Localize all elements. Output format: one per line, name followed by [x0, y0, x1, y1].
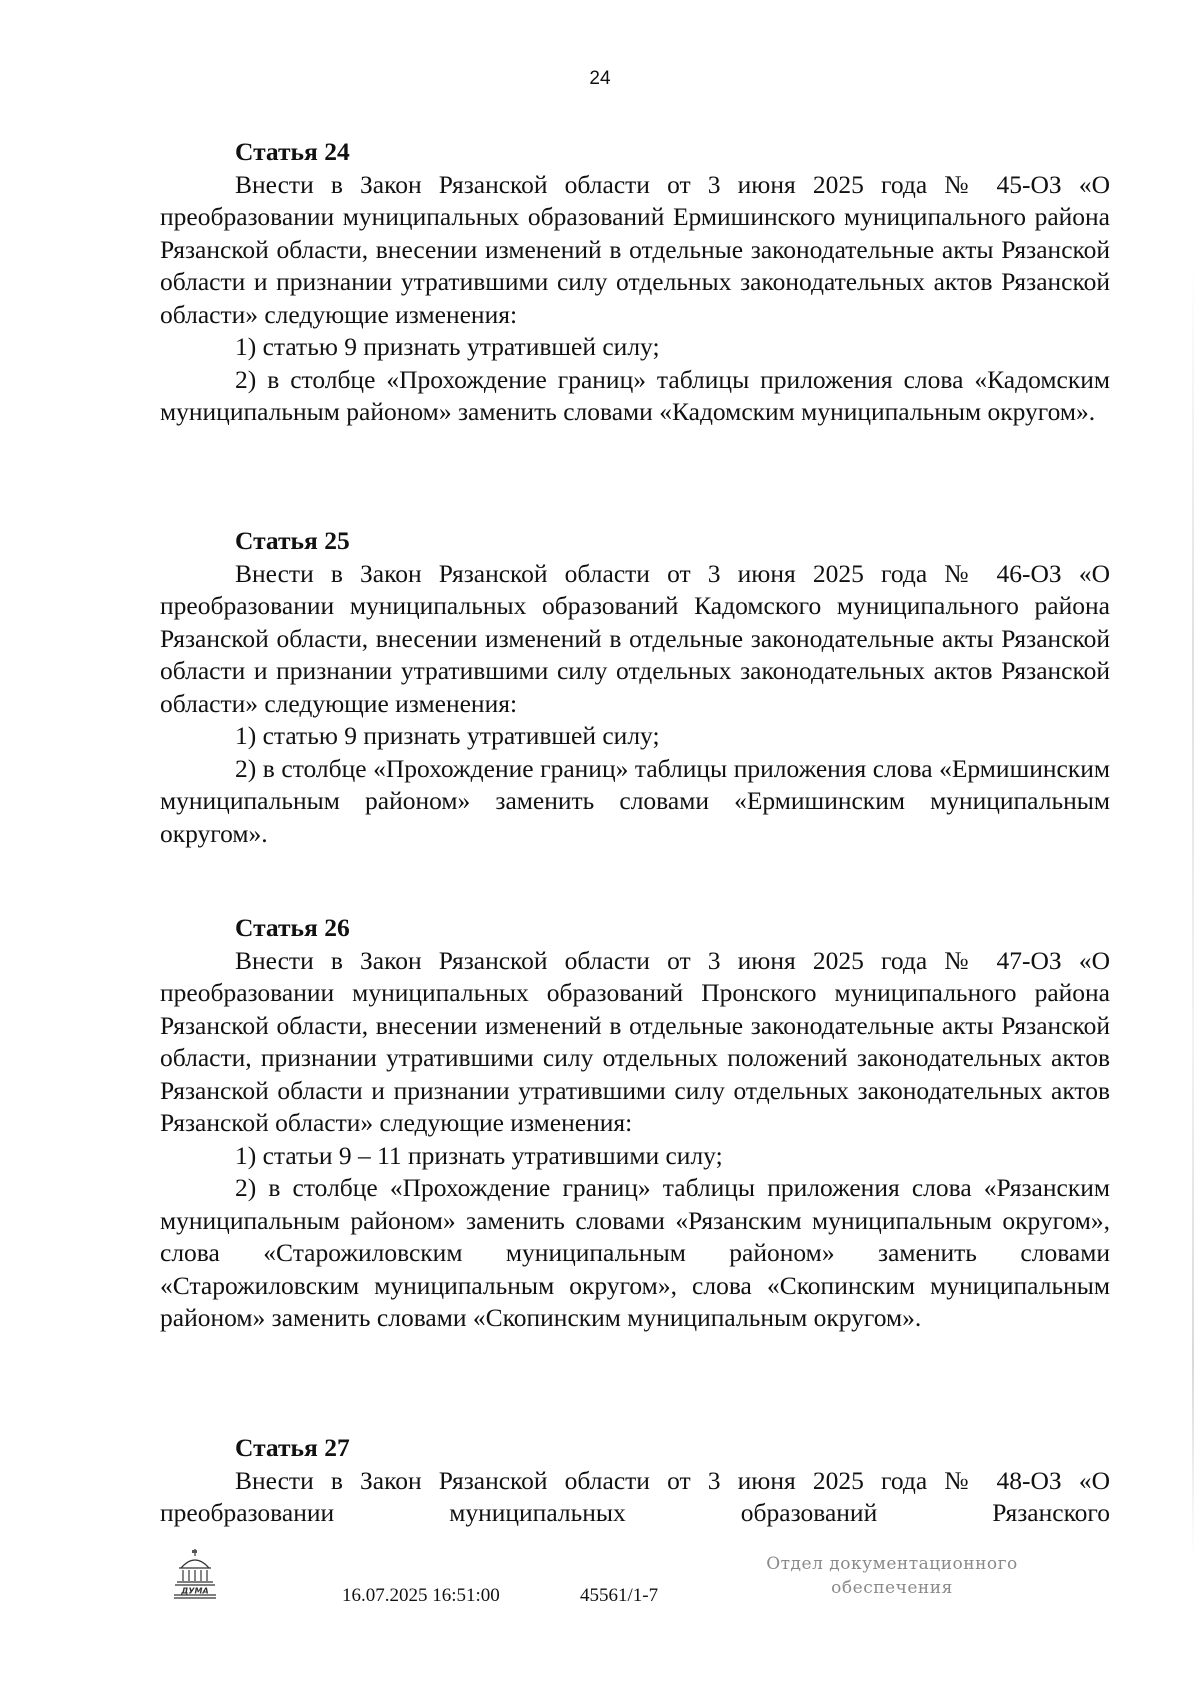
scan-edge-mark — [1192, 260, 1194, 1560]
article-paragraph: 2) в столбце «Прохождение границ» таблицы приложения слова «Кадомским муниципальным районом» заменить словами «Кадомским муниципальным округом». — [160, 364, 1110, 426]
article-26 — [160, 912, 1110, 1335]
stamp-line: Отдел документационного — [766, 1554, 1018, 1574]
article-27 — [160, 1432, 1110, 1530]
logo-text: ДУМА — [181, 1586, 209, 1596]
article-paragraph: Внести в Закон Рязанской области от 3 июня 2025 года № 47-ОЗ «О преобразовании муниципальных образований Пронского муниципального района Рязанской области, внесении изменений в отдельные законодательные акты Рязанской области, признании утратившими силу отдельных положений законодательных актов Рязанской области и признании утратившими силу отдельных законодательных актов Рязанской области» следующие изменения: — [160, 945, 1110, 1137]
article-paragraph: 1) статью 9 признать утратившей силу; — [235, 721, 660, 750]
article-paragraph: 2) в столбце «Прохождение границ» таблицы приложения слова «Рязанским муниципальным районом» заменить словами «Рязанским муниципальным округом», слова «Старожиловским муниципальным районом» заменить словами «Старожиловским муниципальным округом», слова «Скопинским муниципальным районом» заменить словами «Скопинским муниципальным округом». — [160, 1173, 1110, 1332]
article-paragraph: 1) статью 9 признать утратившей силу; — [235, 332, 660, 361]
article-paragraph: Внести в Закон Рязанской области от 3 июня 2025 года № 46-ОЗ «О преобразовании муниципальных образований Кадомского муниципального района Рязанской области, внесении изменений в отдельные законодательные акты Рязанской области и признании утратившими силу отдельных законодательных актов Рязанской области» следующие изменения: — [160, 558, 1110, 718]
article-24 — [160, 136, 1110, 429]
article-paragraph: 2) в столбце «Прохождение границ» таблицы приложения слова «Ермишинским муниципальным районом» заменить словами «Ермишинским муниципальным округом». — [160, 753, 1110, 848]
footer-document-number: 45561/1-7 — [580, 1585, 659, 1606]
article-heading: Статья 24 — [235, 137, 350, 166]
article-heading: Статья 25 — [235, 526, 350, 555]
article-paragraph: Внести в Закон Рязанской области от 3 июня 2025 года № 45-ОЗ «О преобразовании муниципальных образований Ермишинского муниципального района Рязанской области, внесении изменений в отдельные законодательные акты Рязанской области и признании утратившими силу отдельных законодательных актов Рязанской области» следующие изменения: — [160, 169, 1110, 329]
article-25 — [160, 525, 1110, 850]
department-stamp — [752, 1552, 1032, 1600]
duma-logo — [172, 1548, 218, 1600]
article-paragraph: 1) статьи 9 – 11 признать утратившими силу; — [235, 1140, 723, 1170]
article-heading: Статья 26 — [235, 913, 350, 942]
stamp-line: обеспечения — [831, 1578, 953, 1598]
footer-datetime: 16.07.2025 16:51:00 — [342, 1585, 500, 1606]
article-paragraph: Внести в Закон Рязанской области от 3 июня 2025 года № 48-ОЗ «О преобразовании муниципальных образований Рязанского — [160, 1465, 1110, 1527]
article-heading: Статья 27 — [235, 1433, 350, 1462]
page-number: 24 — [589, 68, 611, 89]
